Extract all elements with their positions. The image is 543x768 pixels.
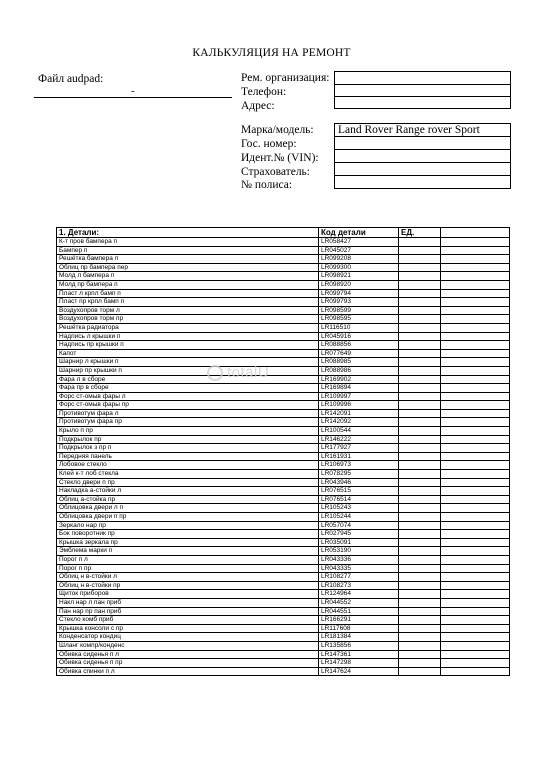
extra-cell [441,555,510,564]
part-name-cell: Противотум фара пр [57,418,319,427]
part-name-cell: Эмблема марки п [57,547,319,556]
unit-cell [399,366,441,375]
unit-cell [399,581,441,590]
extra-cell [441,616,510,625]
file-value: - [131,85,135,97]
part-code-cell: LR099793 [319,298,399,307]
table-row [57,641,510,650]
table-row [57,504,510,513]
part-code-cell: LR108273 [319,581,399,590]
unit-cell [399,513,441,522]
part-name-cell: Противотум фара л [57,409,319,418]
extra-cell [441,332,510,341]
extra-cell [441,435,510,444]
extra-cell [441,366,510,375]
part-code-cell: LR043946 [319,478,399,487]
unit-cell [399,272,441,281]
part-name-cell: Крышка зеркала пр [57,538,319,547]
part-name-cell: Накладка а-стойки л [57,487,319,496]
part-name-cell: Клей к-т лоб стекла [57,470,319,479]
unit-cell [399,659,441,668]
table-row [57,427,510,436]
part-code-cell: LR106973 [319,461,399,470]
part-code-cell: LR166291 [319,616,399,625]
unit-cell [399,487,441,496]
table-row [57,530,510,539]
extra-cell [441,358,510,367]
part-code-cell: LR147361 [319,650,399,659]
insurer-field [334,162,511,176]
extra-cell [441,341,510,350]
part-name-cell: Форс ст-омыв фары л [57,392,319,401]
part-name-cell: Воздухопров торм л [57,306,319,315]
unit-cell [399,650,441,659]
table-row [57,470,510,479]
extra-cell [441,418,510,427]
plate-field [334,136,511,150]
part-code-cell: LR169894 [319,384,399,393]
extra-cell [441,607,510,616]
unit-cell [399,641,441,650]
table-row [57,255,510,264]
part-name-cell: Надпись пр крышки п [57,341,319,350]
extra-cell [441,487,510,496]
part-code-cell: LR169902 [319,375,399,384]
extra-cell [441,238,510,247]
table-row [57,564,510,573]
part-name-cell: Зеркало нар пр [57,521,319,530]
part-code-cell: LR147624 [319,667,399,676]
extra-cell [441,530,510,539]
unit-cell [399,547,441,556]
unit-cell [399,306,441,315]
part-code-cell: LR135856 [319,641,399,650]
unit-cell [399,341,441,350]
unit-cell [399,530,441,539]
unit-cell [399,384,441,393]
unit-cell [399,616,441,625]
unit-cell [399,444,441,453]
part-name-cell: Облиц пр бампера пер [57,263,319,272]
extra-cell [441,263,510,272]
table-row [57,375,510,384]
part-code-cell: LR105244 [319,513,399,522]
extra-cell [441,641,510,650]
table-row [57,289,510,298]
part-code-cell: LR181384 [319,633,399,642]
part-code-cell: LR035091 [319,538,399,547]
extra-cell [441,246,510,255]
part-name-cell: К-т пров бампера п [57,238,319,247]
address-label: Адрес: [241,100,275,112]
unit-cell [399,495,441,504]
part-code-cell: LR053190 [319,547,399,556]
part-name-cell: Обивка спинки п л [57,667,319,676]
extra-cell [441,667,510,676]
policy-field [334,175,511,189]
part-name-cell: Надпись л крышки п [57,332,319,341]
extra-cell [441,401,510,410]
table-row [57,452,510,461]
table-row [57,272,510,281]
part-code-cell: LR142091 [319,409,399,418]
unit-cell [399,538,441,547]
part-code-cell: LR045916 [319,332,399,341]
watermark [207,364,269,381]
part-name-cell: Фара л в сборе [57,375,319,384]
part-name-cell: Молд пр бампера п [57,280,319,289]
col-header-parts: 1. Детали: [57,228,319,238]
part-name-cell: Стекло комб приб [57,616,319,625]
part-name-cell: Лобовое стекло [57,461,319,470]
vin-label: Идент.№ (VIN): [241,152,319,164]
extra-cell [441,538,510,547]
extra-cell [441,306,510,315]
table-row [57,590,510,599]
extra-cell [441,624,510,633]
part-code-cell: LR099208 [319,255,399,264]
model-value: Land Rover Range rover Sport [338,124,480,136]
unit-cell [399,246,441,255]
extra-cell [441,478,510,487]
part-code-cell: LR098921 [319,272,399,281]
plate-label: Гос. номер: [241,138,297,150]
table-row [57,315,510,324]
file-label: Файл audpad: [38,73,104,85]
table-row [57,306,510,315]
unit-cell [399,573,441,582]
unit-cell [399,332,441,341]
insurer-label: Страхователь: [241,166,310,178]
part-code-cell: LR088856 [319,341,399,350]
unit-cell [399,607,441,616]
part-code-cell: LR027945 [319,530,399,539]
table-row [57,659,510,668]
watermark-logo-icon [207,365,223,381]
unit-cell [399,504,441,513]
part-code-cell: LR099794 [319,289,399,298]
unit-cell [399,349,441,358]
unit-cell [399,427,441,436]
col-header-extra [441,228,510,238]
part-name-cell: Крышка консоли с пр [57,624,319,633]
table-row [57,418,510,427]
table-row [57,555,510,564]
unit-cell [399,667,441,676]
part-name-cell: Облиц а-стойка пр [57,495,319,504]
address-field [334,96,511,109]
extra-cell [441,470,510,479]
part-name-cell: Бок поворотник пр [57,530,319,539]
table-row [57,487,510,496]
unit-cell [399,375,441,384]
part-name-cell: Передняя панель [57,452,319,461]
part-name-cell: Бампер п [57,246,319,255]
part-code-cell: LR076515 [319,487,399,496]
table-row [57,392,510,401]
unit-cell [399,418,441,427]
table-row [57,409,510,418]
extra-cell [441,452,510,461]
table-row [57,238,510,247]
part-code-cell: LR098599 [319,306,399,315]
table-row [57,495,510,504]
part-code-cell: LR146222 [319,435,399,444]
unit-cell [399,598,441,607]
unit-cell [399,435,441,444]
table-row [57,650,510,659]
unit-cell [399,263,441,272]
extra-cell [441,323,510,332]
part-code-cell: LR076514 [319,495,399,504]
part-name-cell: Щиток приборов [57,590,319,599]
table-row [57,435,510,444]
extra-cell [441,349,510,358]
part-name-cell: Облицовка двери л п [57,504,319,513]
part-name-cell: Пласт л крпл бамп п [57,289,319,298]
file-underline [34,97,232,98]
part-code-cell: LR045027 [319,246,399,255]
part-name-cell: Облицовка двери п пр [57,513,319,522]
part-code-cell: LR161931 [319,452,399,461]
extra-cell [441,409,510,418]
part-code-cell: LR177927 [319,444,399,453]
unit-cell [399,633,441,642]
table-row [57,547,510,556]
part-name-cell: Подкрылок пр [57,435,319,444]
table-row [57,513,510,522]
part-code-cell: LR124964 [319,590,399,599]
unit-cell [399,323,441,332]
part-code-cell: LR099300 [319,263,399,272]
extra-cell [441,650,510,659]
table-row [57,521,510,530]
unit-cell [399,392,441,401]
table-row [57,366,510,375]
extra-cell [441,392,510,401]
unit-cell [399,470,441,479]
unit-cell [399,255,441,264]
table-row [57,633,510,642]
extra-cell [441,444,510,453]
part-code-cell: LR142092 [319,418,399,427]
table-row [57,349,510,358]
extra-cell [441,590,510,599]
extra-cell [441,375,510,384]
table-row [57,401,510,410]
watermark-text: totalU [227,364,270,381]
extra-cell [441,272,510,281]
extra-cell [441,289,510,298]
extra-cell [441,521,510,530]
part-name-cell: Порог п пр [57,564,319,573]
repair-org-label: Рем. организация: [241,72,330,84]
part-name-cell: Фара пр в сборе [57,384,319,393]
part-code-cell: LR088986 [319,366,399,375]
phone-label: Телефон: [241,86,287,98]
extra-cell [441,564,510,573]
table-row [57,573,510,582]
vin-field [334,149,511,163]
part-code-cell: LR098920 [319,280,399,289]
extra-cell [441,315,510,324]
table-row [57,263,510,272]
part-code-cell: LR108277 [319,573,399,582]
part-name-cell: Капот [57,349,319,358]
table-row [57,598,510,607]
part-code-cell: LR147298 [319,659,399,668]
policy-label: № полиса: [241,179,293,191]
unit-cell [399,452,441,461]
extra-cell [441,427,510,436]
model-label: Марка/модель: [241,124,314,136]
table-row [57,384,510,393]
part-code-cell: LR043335 [319,564,399,573]
extra-cell [441,255,510,264]
table-row [57,323,510,332]
table-row [57,280,510,289]
unit-cell [399,358,441,367]
col-header-code: Код детали [319,228,399,238]
part-code-cell: LR105243 [319,504,399,513]
part-name-cell: Облиц н в-стойки л [57,573,319,582]
unit-cell [399,590,441,599]
table-row [57,358,510,367]
unit-cell [399,289,441,298]
part-code-cell: LR044551 [319,607,399,616]
unit-cell [399,298,441,307]
unit-cell [399,409,441,418]
part-name-cell: Шарнир л крышки п [57,358,319,367]
unit-cell [399,461,441,470]
unit-cell [399,238,441,247]
part-name-cell: Обивка сиденья п л [57,650,319,659]
part-code-cell: LR098595 [319,315,399,324]
table-row [57,624,510,633]
col-header-unit: ЕД. [399,228,441,238]
extra-cell [441,598,510,607]
table-row [57,581,510,590]
unit-cell [399,555,441,564]
extra-cell [441,461,510,470]
unit-cell [399,315,441,324]
part-code-cell: LR057074 [319,521,399,530]
parts-table [56,227,510,676]
extra-cell [441,547,510,556]
part-name-cell: Крыло п пр [57,427,319,436]
table-row [57,538,510,547]
table-row [57,478,510,487]
part-name-cell: Пласт пр крпл бамп п [57,298,319,307]
part-name-cell: Решётка радиатора [57,323,319,332]
table-row [57,444,510,453]
repair-org-field [334,71,511,85]
page-title: КАЛЬКУЛЯЦИЯ НА РЕМОНТ [192,47,351,59]
part-name-cell: Пан нар пр пан приб [57,607,319,616]
part-code-cell: LR100544 [319,427,399,436]
table-row [57,667,510,676]
unit-cell [399,624,441,633]
extra-cell [441,495,510,504]
part-code-cell: LR109997 [319,392,399,401]
part-code-cell: LR109996 [319,401,399,410]
extra-cell [441,280,510,289]
table-row [57,616,510,625]
part-name-cell: Конденсатор кондиц [57,633,319,642]
unit-cell [399,564,441,573]
extra-cell [441,659,510,668]
part-name-cell: Шланг компр/конденс [57,641,319,650]
part-name-cell: Облиц н в-стойки пр [57,581,319,590]
table-header-row [57,228,510,238]
table-row [57,607,510,616]
part-name-cell: Воздухопров торм пр [57,315,319,324]
unit-cell [399,401,441,410]
part-name-cell: Обивка сиденья п пр [57,659,319,668]
part-name-cell: Шарнир пр крышки п [57,366,319,375]
part-code-cell: LR044552 [319,598,399,607]
extra-cell [441,581,510,590]
extra-cell [441,573,510,582]
part-code-cell: LR078295 [319,470,399,479]
part-name-cell: Стекло двери п пр [57,478,319,487]
table-row [57,246,510,255]
part-name-cell: Решётка бампера п [57,255,319,264]
part-code-cell: LR116510 [319,323,399,332]
part-name-cell: Подкрылок з пр п [57,444,319,453]
extra-cell [441,504,510,513]
extra-cell [441,298,510,307]
unit-cell [399,521,441,530]
part-code-cell: LR088985 [319,358,399,367]
table-row [57,298,510,307]
extra-cell [441,633,510,642]
table-row [57,341,510,350]
part-name-cell: Порог п л [57,555,319,564]
part-name-cell: Молд л бампера п [57,272,319,281]
table-row [57,332,510,341]
part-name-cell: Форс ст-омыв фары пр [57,401,319,410]
table-row [57,461,510,470]
part-code-cell: LR077649 [319,349,399,358]
unit-cell [399,478,441,487]
extra-cell [441,513,510,522]
part-code-cell: LR058427 [319,238,399,247]
extra-cell [441,384,510,393]
unit-cell [399,280,441,289]
part-name-cell: Накл нар л пан приб [57,598,319,607]
part-code-cell: LR043336 [319,555,399,564]
part-code-cell: LR117608 [319,624,399,633]
